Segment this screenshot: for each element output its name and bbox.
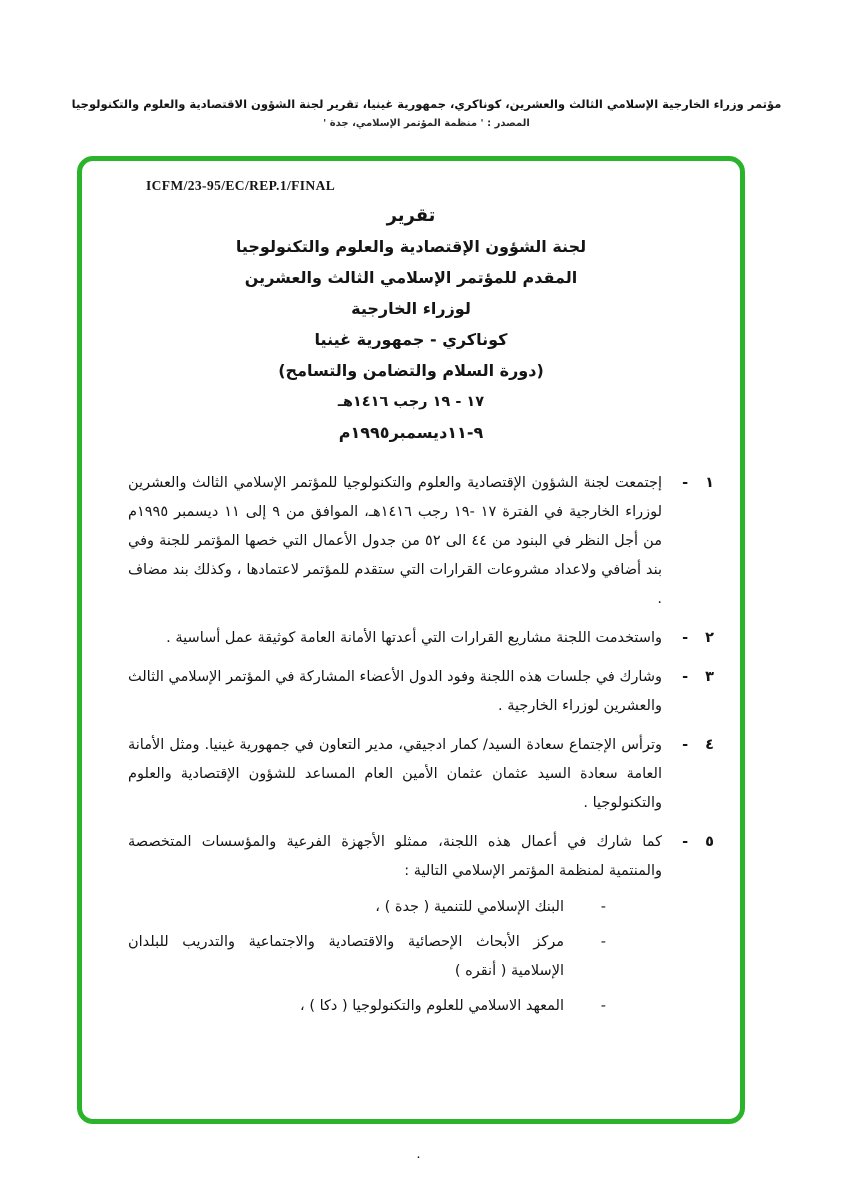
- reference-code: ICFM/23-95/EC/REP.1/FINAL: [146, 178, 336, 193]
- paragraph-2-text: واستخدمت اللجنة مشاريع القرارات التي أعدتها الأمانة العامة كوثيقة عمل أساسية .: [166, 630, 662, 646]
- paragraph-1-marker: ١ -: [682, 475, 714, 491]
- title-line-session: (دورة السلام والتضامن والتسامح): [278, 361, 544, 380]
- paragraph-4: [128, 731, 714, 818]
- paragraph-5: [128, 828, 714, 1027]
- title-line-gregorian-date: ٩-١١ديسمبر١٩٩٥م: [338, 423, 484, 442]
- list-item-dash: -: [600, 998, 606, 1014]
- list-item-text: البنك الإسلامي للتنمية ( جدة ) ،: [375, 899, 564, 915]
- paragraph-1: [128, 469, 714, 614]
- page-footer-mark: ٠: [415, 1150, 422, 1165]
- citation-line: مؤتمر وزراء الخارجية الإسلامي الثالث والعشرين، كوناكري، جمهورية غينيا، تقرير لجنة الشؤون الاقتصادية والعلوم والتكنولوجيا: [71, 97, 782, 111]
- paragraph-5-text: كما شارك في أعمال هذه اللجنة، ممثلو الأجهزة الفرعية والمؤسسات المتخصصة والمنتمية لمنظمة المؤتمر الإسلامي التالية :: [128, 834, 662, 879]
- list-item-institute: [128, 992, 662, 1021]
- list-item-text: مركز الأبحاث الإحصائية والاقتصادية والاجتماعية والتدريب للبلدان الإسلامية ( أنقره ): [128, 934, 564, 979]
- list-item-sesric: [128, 928, 662, 986]
- paragraph-5-marker: ٥ -: [682, 834, 714, 850]
- paragraph-3: [128, 663, 714, 721]
- paragraph-3-text: وشارك في جلسات هذه اللجنة وفود الدول الأعضاء المشاركة في المؤتمر الإسلامي الثالث والعشرين لوزراء الخارجية .: [128, 669, 662, 714]
- list-item-dash: -: [600, 934, 606, 950]
- list-item-dash: -: [600, 899, 606, 915]
- title-line-presented: المقدم للمؤتمر الإسلامي الثالث والعشرين: [244, 268, 578, 287]
- title-line-hijri-date: ١٧ - ١٩ رجب ١٤١٦هـ: [337, 394, 485, 410]
- source-line: المصدر : ' منظمة المؤتمر الإسلامي، جدة ': [323, 118, 530, 129]
- document-frame: [77, 156, 745, 1124]
- paragraph-2-marker: ٢ -: [682, 630, 714, 646]
- paragraph-4-marker: ٤ -: [682, 737, 714, 753]
- doc-title: تقرير: [386, 205, 436, 226]
- paragraph-4-text: وترأس الإجتماع سعادة السيد/ كمار ادجيقي، مدير التعاون في جمهورية غينيا. ومثل الأمانة العامة سعادة السيد عثمان عثمان الأمين العام المساعد للشؤون الإقتصادية والعلوم والتكنولوجيا .: [128, 737, 662, 811]
- title-block: [82, 206, 740, 443]
- paragraph-3-marker: ٣ -: [682, 669, 714, 685]
- paragraph-1-text: إجتمعت لجنة الشؤون الإقتصادية والعلوم والتكنولوجيا للمؤتمر الإسلامي الثالث والعشرين لوزراء الخارجية في الفترة ١٧ -١٩ رجب ١٤١٦هـ، الموافق من ٩ إلى ١١ ديسمبر ١٩٩٥م من أجل النظر في البنود من ٤٤ الى ٥٢ من جدول الأعمال التي خصها المؤتمر للجنة وفي بند أضافي ولاعداد مشروعات القرارات التي ستقدم للمؤتمر لاعتمادها ، وكذلك بند مضاف .: [128, 475, 663, 607]
- citation-header: [30, 97, 823, 129]
- title-line-committee: لجنة الشؤون الإقتصادية والعلوم والتكنولوجيا: [235, 237, 587, 256]
- list-item-text: المعهد الاسلامي للعلوم والتكنولوجيا ( دكا ) ،: [300, 998, 564, 1014]
- title-line-ministers: لوزراء الخارجية: [351, 299, 471, 318]
- title-line-location: كوناكري - جمهورية غينيا: [314, 330, 508, 349]
- document-body: [128, 469, 714, 1027]
- institution-list: [128, 893, 662, 1021]
- paragraph-2: [128, 624, 714, 653]
- list-item-idb: [128, 893, 662, 922]
